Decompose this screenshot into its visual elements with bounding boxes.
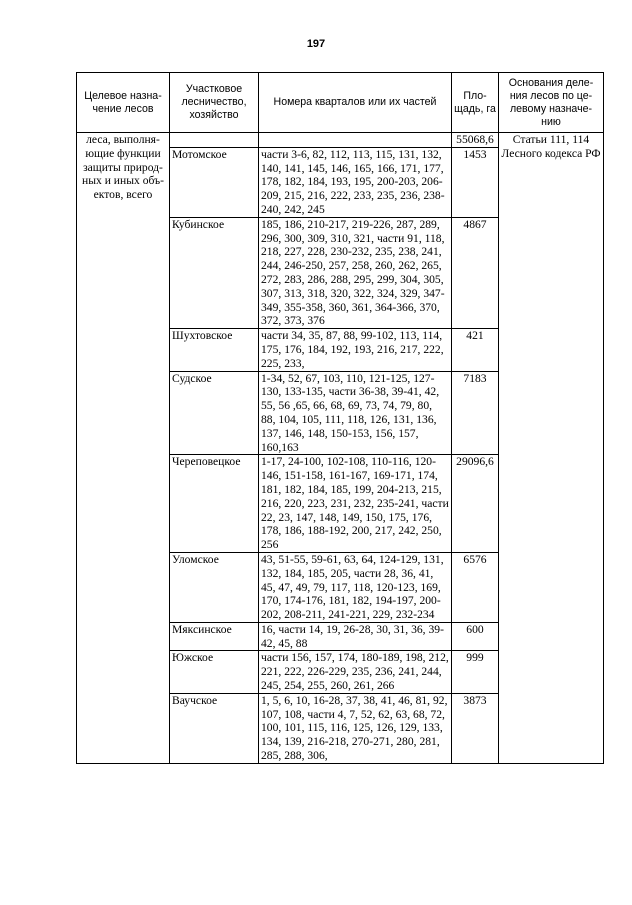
forestry-cell: Южское: [170, 651, 259, 693]
header-area: Пло-щадь, га: [452, 73, 499, 133]
quarters-cell: 1-34, 52, 67, 103, 110, 121-125, 127-130, 133-135, части 36-38, 39-41, 42, 55, 56 ,65, 66, 68, 69, 73, 74, 79, 80, 88, 104, 105, 111, 118, 126, 131, 136, 137, 146, 148, 150-153, 156, 157, 160,163: [259, 371, 452, 455]
header-row: [77, 73, 604, 133]
quarters-cell: части 156, 157, 174, 180-189, 198, 212, 221, 222, 226-229, 235, 236, 241, 244, 245, 254, 255, 260, 261, 266: [259, 651, 452, 693]
header-grounds: Основания деле-ния лесов по це-левому назначе-нию: [499, 73, 604, 133]
total-row: [77, 133, 604, 148]
area-cell: 4867: [452, 217, 499, 328]
quarters-cell: части 34, 35, 87, 88, 99-102, 113, 114, 175, 176, 184, 192, 193, 216, 217, 222, 225, 233,: [259, 329, 452, 371]
forestry-cell: Шухтовское: [170, 329, 259, 371]
header-purpose: Целевое назна-чение лесов: [77, 73, 170, 133]
forest-table: [76, 72, 604, 764]
quarters-cell: 1, 5, 6, 10, 16-28, 37, 38, 41, 46, 81, 92, 107, 108, части 4, 7, 52, 62, 63, 68, 72, 100, 101, 115, 116, 125, 126, 129, 133, 134, 139, 216-218, 270-271, 280, 281, 285, 288, 306,: [259, 693, 452, 763]
forestry-cell: Уломское: [170, 552, 259, 622]
page-number: 197: [306, 38, 326, 50]
total-forestry-cell: [170, 133, 259, 148]
forestry-cell: Судское: [170, 371, 259, 455]
area-cell: 600: [452, 622, 499, 651]
purpose-cell: леса, выполня-ющие функции защиты природ-ных и иных объ-ектов, всего: [77, 133, 170, 764]
area-cell: 29096,6: [452, 455, 499, 553]
header-forestry: Участковое лесничество, хозяйство: [170, 73, 259, 133]
area-cell: 7183: [452, 371, 499, 455]
header-quarters: Номера кварталов или их частей: [259, 73, 452, 133]
quarters-cell: 1-17, 24-100, 102-108, 110-116, 120-146, 151-158, 161-167, 169-171, 174, 181, 182, 184, 185, 199, 204-213, 215, 216, 220, 223, 231, 232, 235-241, части 22, 23, 147, 148, 149, 150, 175, 176, 178, 186, 188-192, 200, 217, 242, 250, 256: [259, 455, 452, 553]
quarters-cell: 185, 186, 210-217, 219-226, 287, 289, 296, 300, 309, 310, 321, части 91, 118, 218, 227, 228, 230-232, 235, 238, 241, 244, 246-250, 257, 258, 260, 262, 265, 272, 283, 286, 288, 295, 299, 304, 305, 307, 313, 318, 320, 322, 324, 329, 347-349, 355-358, 360, 361, 364-366, 370, 372, 373, 376: [259, 217, 452, 328]
quarters-cell: части 3-6, 82, 112, 113, 115, 131, 132, 140, 141, 145, 146, 165, 166, 171, 177, 178, 182, 184, 193, 195, 200-203, 206-209, 215, 216, 222, 233, 235, 236, 238-240, 242, 245: [259, 147, 452, 217]
area-cell: 1453: [452, 147, 499, 217]
area-cell: 999: [452, 651, 499, 693]
forestry-cell: Мяксинское: [170, 622, 259, 651]
forestry-cell: Кубинское: [170, 217, 259, 328]
quarters-cell: 16, части 14, 19, 26-28, 30, 31, 36, 39-42, 45, 88: [259, 622, 452, 651]
area-cell: 3873: [452, 693, 499, 763]
grounds-cell: Статьи 111, 114 Лесного кодекса РФ: [499, 133, 604, 764]
forestry-cell: Ваучское: [170, 693, 259, 763]
quarters-cell: 43, 51-55, 59-61, 63, 64, 124-129, 131, 132, 184, 185, 205, части 28, 36, 41, 45, 47, 49, 79, 117, 118, 120-123, 169, 170, 174-176, 181, 182, 194-197, 200-202, 208-211, 241-221, 229, 232-234: [259, 552, 452, 622]
total-area-cell: 55068,6: [452, 133, 499, 148]
area-cell: 6576: [452, 552, 499, 622]
total-quarters-cell: [259, 133, 452, 148]
area-cell: 421: [452, 329, 499, 371]
forestry-cell: Череповецкое: [170, 455, 259, 553]
forestry-cell: Мотомское: [170, 147, 259, 217]
